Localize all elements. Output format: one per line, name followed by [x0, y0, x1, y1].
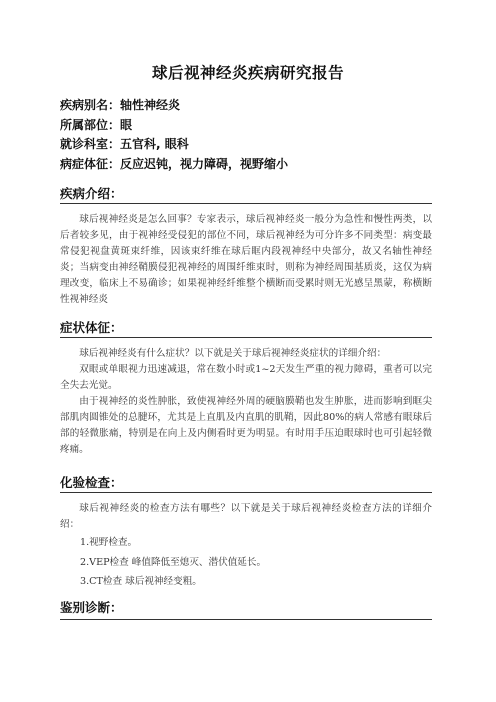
section-body-intro	[60, 212, 432, 308]
section-body-symptoms	[60, 346, 432, 458]
paragraph: 由于视神经的炎性肿胀，致使视神经外周的硬脑膜鞘也发生肿胀，进而影响到眶尖部肌肉圆锥处的总腱环，尤其是上直肌及内直肌的肌鞘，因此80%的病人常感有眼球后部的轻微胀痛，特别是在向上及内侧看时更为明显。有时用手压迫眼球时也可引起轻微疼痛。	[60, 396, 432, 455]
section-divider	[60, 492, 432, 493]
meta-alias: 疾病别名：轴性神经炎	[60, 98, 181, 112]
meta-location: 所属部位：眼	[60, 117, 133, 132]
meta-department: 就诊科室：五官科, 眼科	[60, 137, 189, 151]
section-heading-exam: 化验检查：	[60, 475, 123, 490]
section-heading-intro: 疾病介绍：	[60, 186, 123, 201]
paragraph: 球后视神经炎的检查方法有哪些？以下就是关于球后视神经炎检查方法的详细介绍：	[60, 503, 432, 530]
paragraph: 双眼或单眼视力迅速减退，常在数小时或1~2天发生严重的视力障碍，重者可以完全失去光觉。	[60, 364, 432, 391]
section-divider	[60, 619, 432, 620]
meta-symptoms: 病症体征：反应迟钝，视力障碍，视野缩小	[60, 156, 289, 171]
list-item: 3.CT检查 球后视神经变粗。	[80, 576, 202, 587]
section-heading-diagnosis: 鉴别诊断：	[60, 600, 123, 615]
page-title: 球后视神经炎疾病研究报告	[151, 64, 344, 82]
section-divider	[60, 203, 432, 204]
section-heading-symptoms: 症状体征：	[60, 320, 123, 335]
section-divider	[60, 337, 432, 338]
paragraph: 球后视神经炎是怎么回事？专家表示，球后视神经炎一般分为急性和慢性两类，以后者较多见，由于视神经受侵犯的部位不同，球后视神经为可分许多不同类型：病变最常侵犯视盘黄斑束纤维，因该束纤维在球后眶内段视神经中央部分，故又名轴性神经炎；当病变由神经鞘膜侵犯视神经的周围纤维束时，则称为神经周围基质炎，这仅为病理改变，临床上不易确诊；如果视神经纤维整个横断而受累时则无光感呈黑蒙，称横断性视神经炎	[60, 214, 432, 305]
section-body-exam	[60, 501, 432, 592]
list-item: 1.视野检查。	[80, 537, 138, 548]
paragraph: 球后视神经炎有什么症状？以下就是关于球后视神经炎症状的详细介绍：	[79, 348, 387, 359]
list-item: 2.VEP检查 峰值降低至熄灭、潜伏值延长。	[80, 556, 267, 568]
disease-meta	[60, 96, 288, 174]
